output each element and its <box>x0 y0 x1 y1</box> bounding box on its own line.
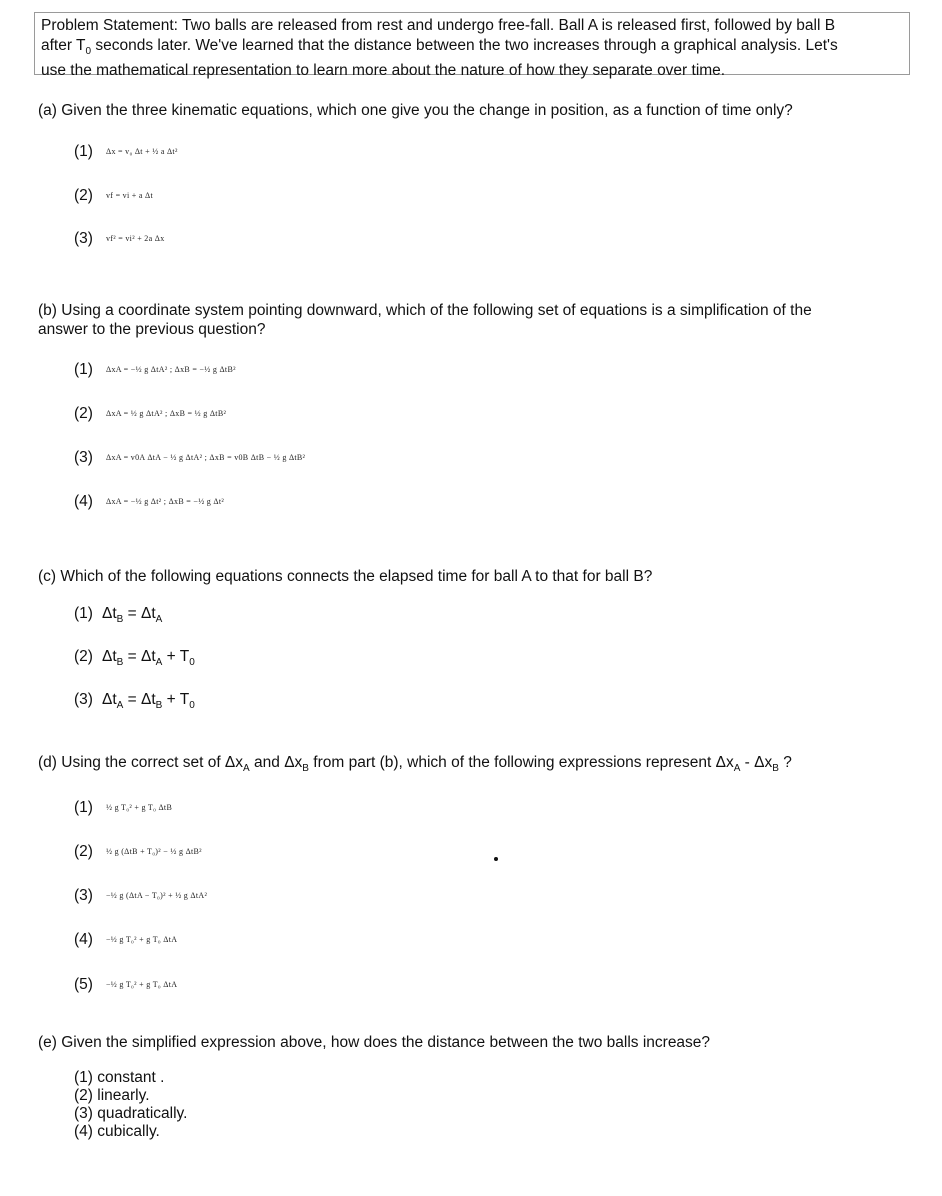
part-b-option-3[interactable]: (3) ΔxA = v0A ΔtA − ½ g ΔtA² ; ΔxB = v0B ΔtB − ½ g ΔtB² <box>74 449 306 466</box>
equation: vf² = vi² + 2a Δx <box>106 234 165 244</box>
part-b-option-2[interactable]: (2) ΔxA = ½ g ΔtA² ; ΔxB = ½ g ΔtB² <box>74 405 227 422</box>
part-b-option-1[interactable]: (1) ΔxA = −½ g ΔtA² ; ΔxB = −½ g ΔtB² <box>74 361 236 378</box>
part-c-option-2[interactable]: (2) $\Delta t_B = \Delta t_A + T_0$ <box>74 648 195 668</box>
part-d-option-3[interactable]: (3) −½ g (ΔtA − T₀)² + ½ g ΔtA² <box>74 887 208 904</box>
equation: −½ g T₀² + g T₀ ΔtA <box>106 935 178 945</box>
part-b-question: (b) Using a coordinate system pointing downward, which of the following set of equations is a simplification of the answer to the previous question? <box>38 302 812 338</box>
part-d-option-5[interactable]: (5) −½ g T₀² + g T₀ ΔtA <box>74 976 178 993</box>
t0-subscript: 0 <box>85 45 92 57</box>
part-d-option-1[interactable]: (1) ½ g T₀² + g T₀ ΔtB <box>74 799 173 816</box>
part-c-option-1[interactable]: (1) $\Delta t_B = \Delta t_A$ <box>74 605 163 625</box>
equation: ΔxA = v0A ΔtA − ½ g ΔtA² ; ΔxB = v0B ΔtB − ½ g ΔtB² <box>106 453 306 463</box>
statement-line-1: Problem Statement: Two balls are released from rest and undergo free-fall. Ball A is released first, followed by ball B <box>41 17 836 34</box>
equation: ΔxA = −½ g Δt² ; ΔxB = −½ g Δt² <box>106 497 225 507</box>
equation: ½ g (ΔtB + T₀)² − ½ g ΔtB² <box>106 847 202 857</box>
part-c-option-3[interactable]: (3) $\Delta t_A = \Delta t_B + T_0$ <box>74 691 195 711</box>
stray-dot <box>494 857 498 861</box>
part-a-option-2[interactable]: (2) vf = vi + a Δt <box>74 187 154 204</box>
part-e-option-3[interactable]: (3) quadratically. <box>74 1105 188 1122</box>
equation: −½ g T₀² + g T₀ ΔtA <box>106 980 178 990</box>
equation: −½ g (ΔtA − T₀)² + ½ g ΔtA² <box>106 891 208 901</box>
part-a-option-1[interactable]: (1) Δx = v₀ Δt + ½ a Δt² <box>74 143 178 160</box>
equation: ΔxA = ½ g ΔtA² ; ΔxB = ½ g ΔtB² <box>106 409 227 419</box>
part-d-option-2[interactable]: (2) ½ g (ΔtB + T₀)² − ½ g ΔtB² <box>74 843 202 860</box>
statement-line-3: use the mathematical representation to learn more about the nature of how they separate over time. <box>41 62 726 79</box>
part-e-option-1[interactable]: (1) constant . <box>74 1069 165 1086</box>
problem-statement-box <box>34 12 910 79</box>
equation: ΔxA = −½ g ΔtA² ; ΔxB = −½ g ΔtB² <box>106 365 236 375</box>
part-d-option-4[interactable]: (4) −½ g T₀² + g T₀ ΔtA <box>74 931 178 948</box>
part-a-option-3[interactable]: (3) vf² = vi² + 2a Δx <box>74 230 165 247</box>
part-e-option-4[interactable]: (4) cubically. <box>74 1123 160 1140</box>
equation: ½ g T₀² + g T₀ ΔtB <box>106 803 173 813</box>
part-a-question: (a) Given the three kinematic equations, which one give you the change in position, as a function of time only? <box>38 102 793 119</box>
part-d-question: (d) Using the correct set of $\Delta x_A$ and $\Delta x_B$ from part (b), which of the following expressions represent $\Delta x_A - \Delta x_B$ ? <box>38 754 792 774</box>
part-c-question: (c) Which of the following equations connects the elapsed time for ball A to that for ball B? <box>38 568 653 585</box>
part-b-option-4[interactable]: (4) ΔxA = −½ g Δt² ; ΔxB = −½ g Δt² <box>74 493 225 510</box>
part-e-option-2[interactable]: (2) linearly. <box>74 1087 150 1104</box>
statement-line-2: after $T_0$ seconds later. We've learned that the distance between the two increases through a graphical analysis. Let's <box>41 36 838 57</box>
equation: Δx = v₀ Δt + ½ a Δt² <box>106 147 178 157</box>
equation: vf = vi + a Δt <box>106 191 154 201</box>
part-e-question: (e) Given the simplified expression above, how does the distance between the two balls increase? <box>38 1034 711 1051</box>
